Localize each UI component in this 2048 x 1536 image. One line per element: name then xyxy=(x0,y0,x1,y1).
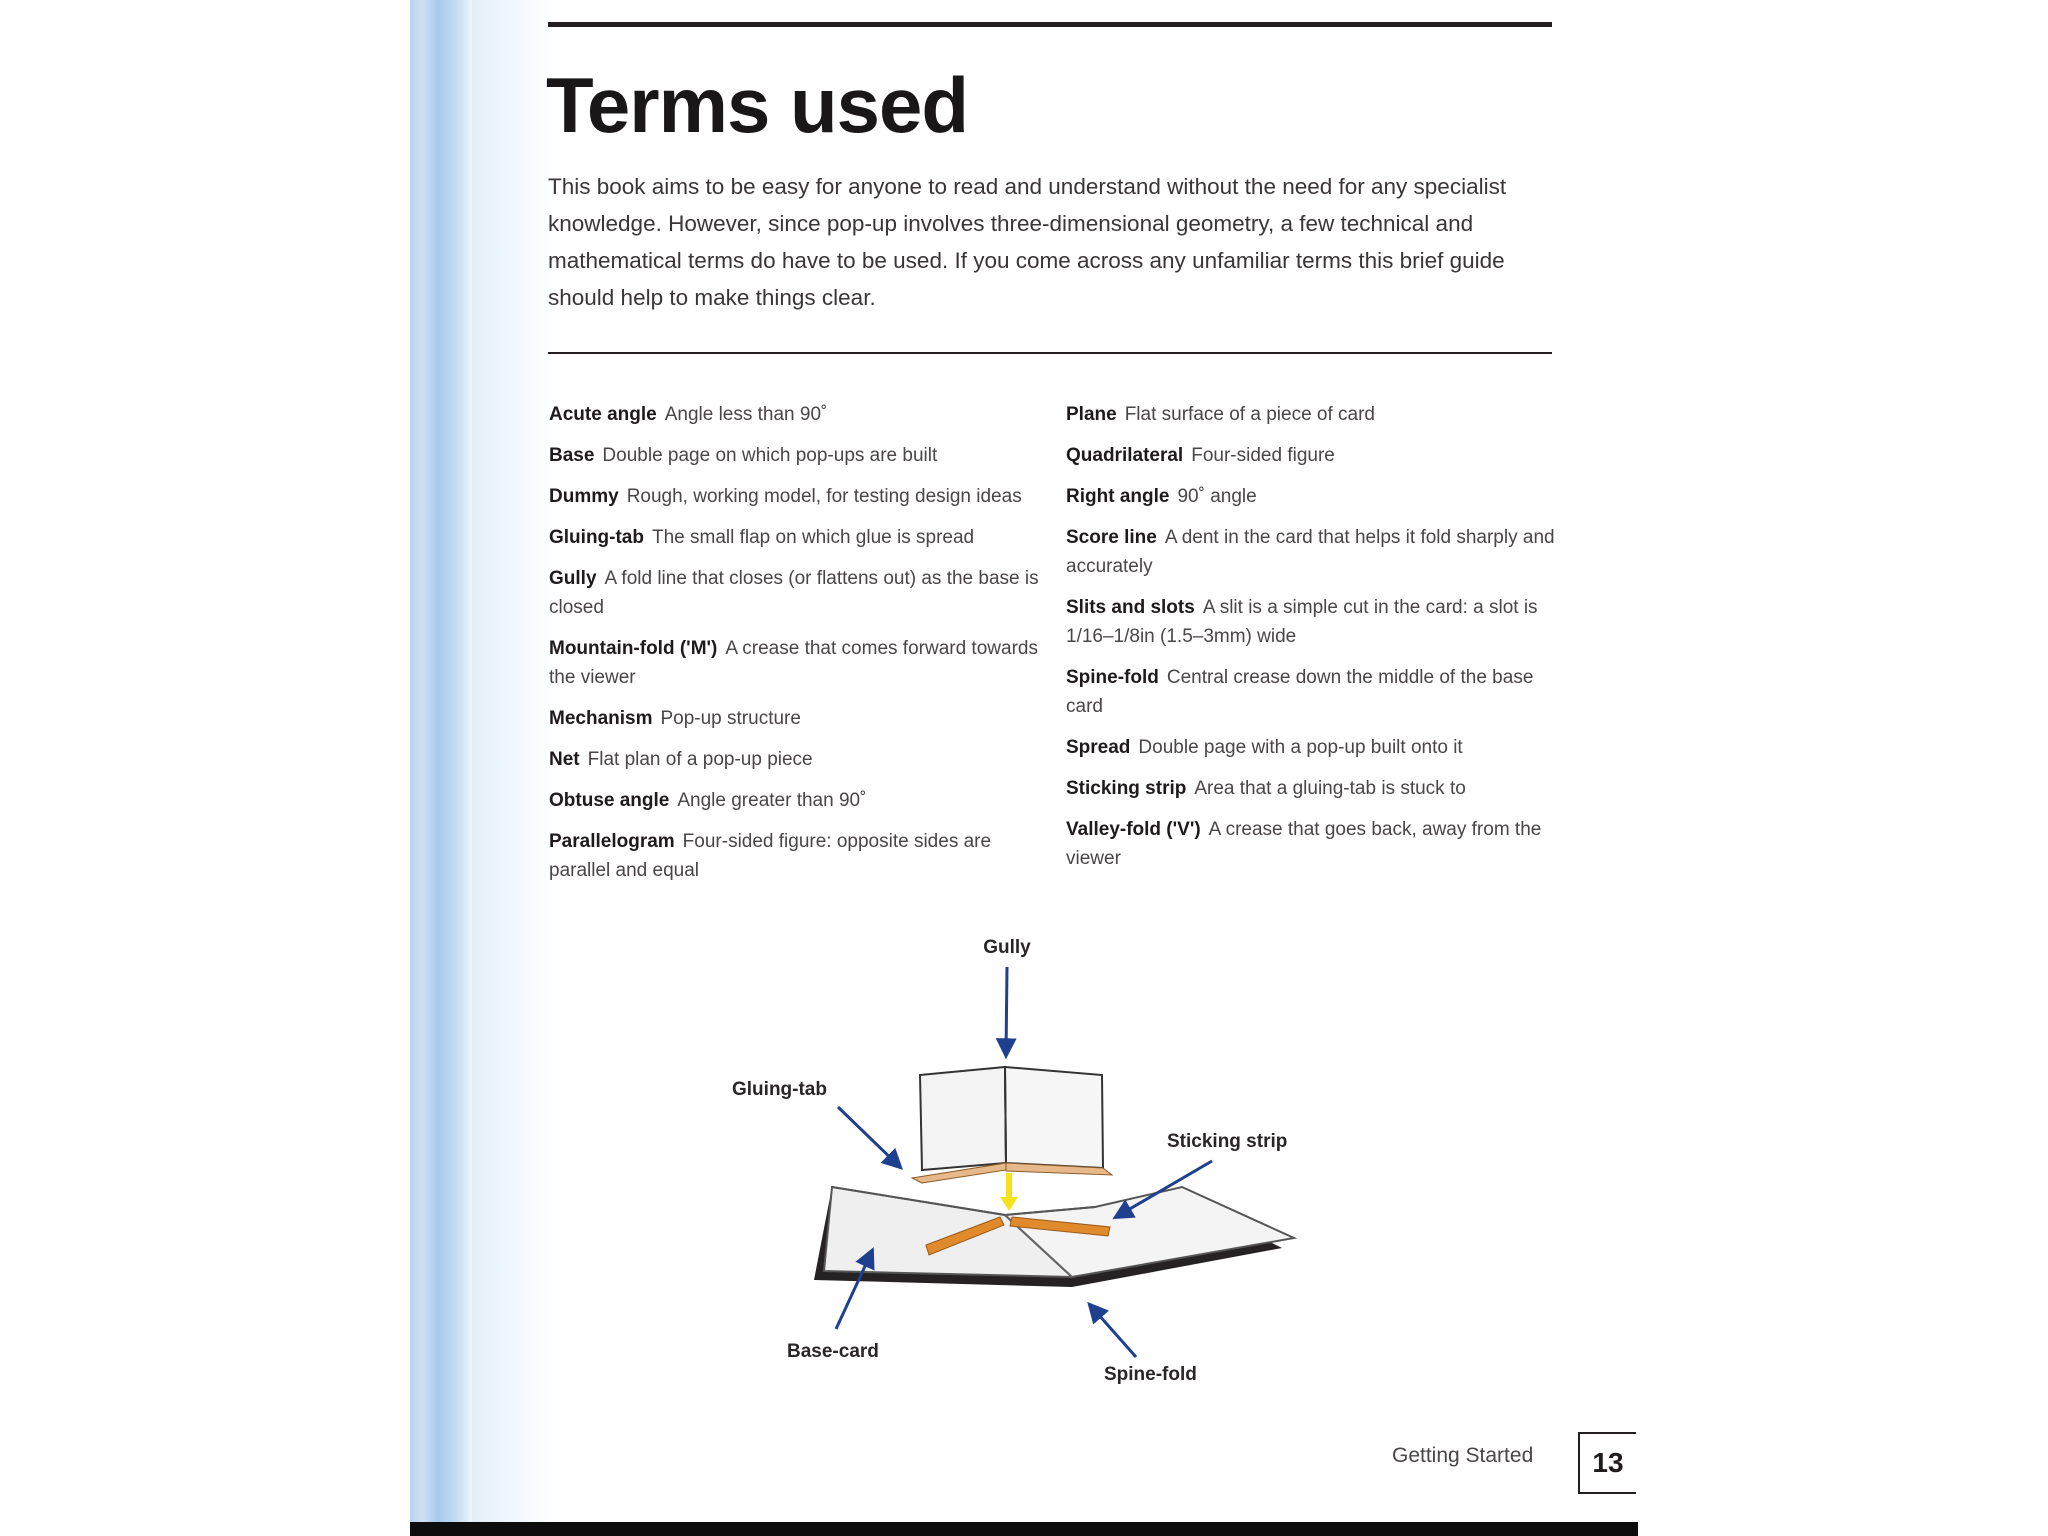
glossary-term: Gluing-tab xyxy=(549,527,644,548)
gully-fold-line xyxy=(1005,1067,1006,1163)
glossary-definition: Flat surface of a piece of card xyxy=(1124,404,1375,425)
glossary-definition: The small flap on which glue is spread xyxy=(651,527,975,548)
glossary-term: Parallelogram xyxy=(549,831,675,852)
glossary-entry xyxy=(549,441,1049,470)
glossary-entry xyxy=(1066,815,1566,873)
glossary-entry xyxy=(1066,482,1566,511)
glossary-entry xyxy=(549,482,1049,511)
glossary-definition: Four-sided figure: opposite sides are parallel and equal xyxy=(549,831,992,881)
glossary-definition: Central crease down the middle of the base card xyxy=(1066,667,1534,717)
label-gully: Gully xyxy=(983,937,1031,958)
glossary-definition: Angle greater than 90˚ xyxy=(677,790,867,811)
glossary-term: Mountain-fold ('M') xyxy=(549,638,718,659)
glossary-entry xyxy=(1066,400,1566,429)
glossary-definition: 90˚ angle xyxy=(1177,486,1257,507)
popup-piece-right xyxy=(1005,1067,1103,1168)
glossary-term: Slits and slots xyxy=(1066,597,1195,618)
glossary-definition: Double page on which pop-ups are built xyxy=(602,445,938,466)
popup-diagram xyxy=(700,925,1320,1395)
glossary-definition: A crease that comes forward towards the viewer xyxy=(549,638,1038,688)
glossary-term: Right angle xyxy=(1066,486,1170,507)
glossary-entry xyxy=(549,400,1049,429)
glossary-definition: A dent in the card that helps it fold sharply and accurately xyxy=(1066,527,1555,577)
glossary-entry xyxy=(1066,523,1566,581)
section-divider xyxy=(548,352,1552,354)
glossary-term: Obtuse angle xyxy=(549,790,670,811)
glossary-entry xyxy=(1066,441,1566,470)
glossary-entry xyxy=(1066,663,1566,721)
glossary-term: Acute angle xyxy=(549,404,657,425)
glossary-definition: Four-sided figure xyxy=(1191,445,1335,466)
glossary-entry xyxy=(1066,593,1566,651)
glossary-definition: Angle less than 90˚ xyxy=(664,404,828,425)
gluing-tab-arrow xyxy=(838,1107,900,1167)
glossary-term: Spread xyxy=(1066,737,1131,758)
glossary-entry xyxy=(549,523,1049,552)
glossary-entry xyxy=(1066,774,1566,803)
page-gutter-shadow xyxy=(410,0,472,1522)
spine-fold-arrow xyxy=(1090,1305,1136,1357)
glossary-term: Quadrilateral xyxy=(1066,445,1184,466)
glossary-entry xyxy=(549,786,1049,815)
glossary-entry xyxy=(1066,733,1566,762)
page-title: Terms used xyxy=(546,61,969,149)
top-rule xyxy=(548,22,1552,27)
glossary-entry xyxy=(549,745,1049,774)
glossary-definition: A fold line that closes (or flattens out) as the base is closed xyxy=(549,568,1039,618)
glossary-term: Score line xyxy=(1066,527,1157,548)
glossary-term: Plane xyxy=(1066,404,1117,425)
glossary-definition: Area that a gluing-tab is stuck to xyxy=(1194,778,1466,799)
glossary-definition: Pop-up structure xyxy=(660,708,801,729)
footer-section-name: Getting Started xyxy=(1392,1444,1534,1467)
glossary-entry xyxy=(549,564,1049,622)
intro-paragraph: This book aims to be easy for anyone to read and understand without the need for any specialist knowledge. However, since pop-up involves three-dimensional geometry, a few technical and mathematical terms do have to be used. If you come across any unfamiliar terms this brief guide should help to make things clear. xyxy=(548,174,1507,310)
glossary-term: Net xyxy=(549,749,580,770)
glossary-term: Mechanism xyxy=(549,708,653,729)
glossary-term: Valley-fold ('V') xyxy=(1066,819,1201,840)
glossary-definition: Rough, working model, for testing design ideas xyxy=(626,486,1022,507)
label-spine-fold: Spine-fold xyxy=(1104,1364,1197,1385)
glossary-definition: A crease that goes back, away from the viewer xyxy=(1066,819,1542,869)
glossary-term: Base xyxy=(549,445,595,466)
glossary-term: Spine-fold xyxy=(1066,667,1159,688)
glossary-definition: A slit is a simple cut in the card: a slot is 1/16–1/8in (1.5–3mm) wide xyxy=(1066,597,1538,647)
glossary-term: Dummy xyxy=(549,486,619,507)
glossary-term: Gully xyxy=(549,568,597,589)
glossary-entry xyxy=(549,704,1049,733)
label-base-card: Base-card xyxy=(787,1341,879,1362)
glossary-entry xyxy=(549,634,1049,692)
popup-piece-left xyxy=(920,1067,1006,1170)
gully-arrow xyxy=(1006,967,1007,1055)
glossary-term: Sticking strip xyxy=(1066,778,1187,799)
placement-arrow-head xyxy=(1000,1197,1018,1211)
glossary-column-left xyxy=(549,400,1049,897)
glossary-definition: Flat plan of a pop-up piece xyxy=(587,749,813,770)
scan-bottom-edge xyxy=(410,1522,1638,1536)
glossary-column-right xyxy=(1066,400,1566,885)
label-sticking-strip: Sticking strip xyxy=(1167,1131,1288,1152)
glossary-entry xyxy=(549,827,1049,885)
page-number: 13 xyxy=(1578,1432,1636,1494)
label-gluing-tab: Gluing-tab xyxy=(732,1079,827,1100)
glossary-definition: Double page with a pop-up built onto it xyxy=(1138,737,1463,758)
